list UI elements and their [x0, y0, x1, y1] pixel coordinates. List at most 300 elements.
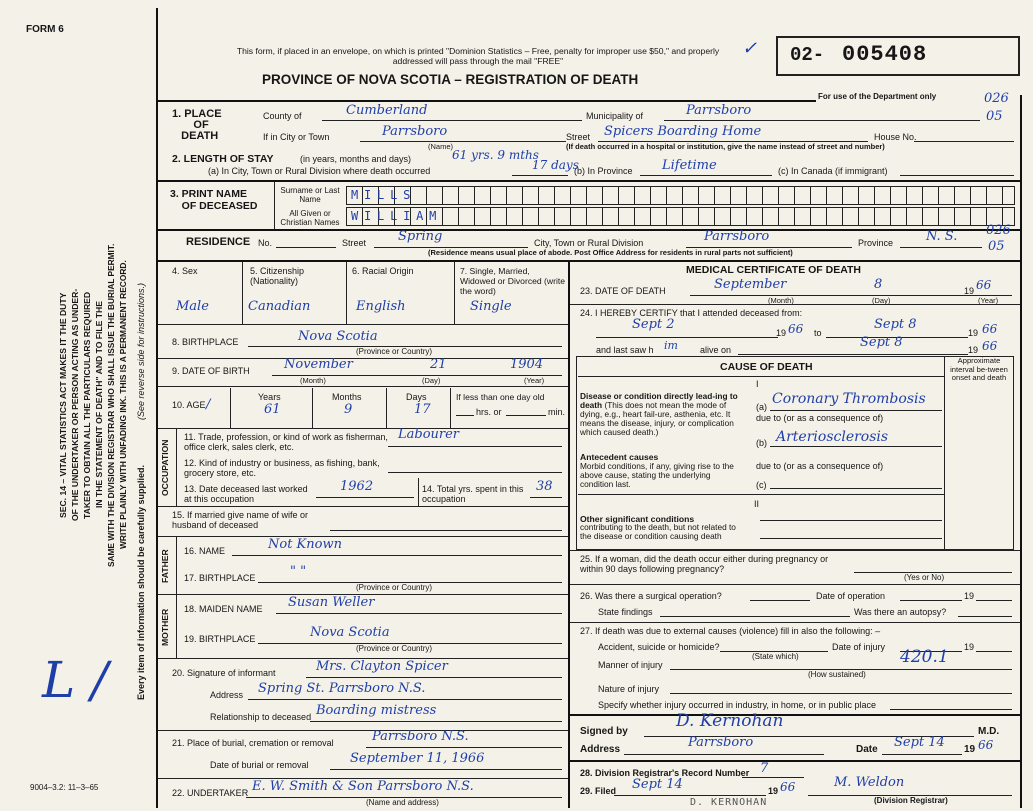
grid-cell	[987, 187, 1003, 204]
margin-mark: L /	[42, 651, 108, 709]
doctor-stamp: D. KERNOHAN	[690, 797, 768, 808]
age-label: 10. AGE	[172, 400, 206, 410]
father-divider	[176, 536, 177, 594]
interval-divider	[944, 356, 945, 550]
specify-line	[890, 709, 1012, 710]
father-name-value: Not Known	[268, 537, 342, 552]
grid-cell	[827, 187, 843, 204]
accident-label: Accident, suicide or homicide?	[598, 642, 720, 652]
filed-value: Sept 14	[632, 777, 683, 792]
dod-month-caption: (Month)	[768, 296, 794, 305]
hrs-line	[456, 415, 474, 416]
burial-date-line	[330, 769, 562, 770]
alive-on-label: alive on	[700, 345, 732, 355]
dod-day-value: 8	[874, 277, 883, 292]
house-line	[914, 141, 1014, 142]
signer-address-value: Parrsboro	[688, 735, 754, 750]
yes-no-caption: (Yes or No)	[904, 573, 945, 582]
sex-value: Male	[176, 299, 209, 314]
antecedent-sub: Morbid conditions, if any, giving rise to the above cause, stating the underlying condition last.	[580, 461, 734, 489]
grid-cell	[667, 208, 683, 225]
form-number: FORM 6	[26, 24, 64, 35]
father-birthplace-caption: (Province or Country)	[356, 583, 433, 592]
age-mark: /	[206, 397, 211, 412]
stay-a-line	[512, 175, 568, 176]
attend-from-line	[596, 337, 778, 338]
header-rule	[156, 100, 816, 102]
municipality-label: Municipality of	[586, 111, 644, 121]
dob-month-caption: (Month)	[300, 376, 326, 385]
grid-cell	[747, 208, 763, 225]
due-to-a: due to (or as a consequence of)	[756, 413, 884, 423]
informant-address-line	[248, 699, 562, 700]
grid-cell	[523, 208, 539, 225]
stay-c-label: (c) In Canada (if immigrant)	[778, 166, 888, 176]
row-rule	[570, 304, 1020, 305]
months-label: Months	[332, 392, 362, 402]
operation-date-label: Date of operation	[816, 591, 886, 601]
stay-province-value: Lifetime	[662, 158, 717, 173]
col-divider	[450, 388, 451, 428]
burial-label: 21. Place of burial, cremation or removal	[172, 738, 334, 748]
col-divider	[242, 262, 243, 324]
dept-code-1: 026	[984, 91, 1009, 106]
last-saw-line	[738, 354, 968, 355]
occupation-divider	[176, 428, 177, 506]
row-rule	[570, 622, 1020, 623]
cause-part-one: I	[756, 379, 759, 389]
mother-birthplace-value: Nova Scotia	[310, 625, 390, 640]
side-instruction-7: Every item of information should be carefully supplied.	[136, 464, 146, 700]
total-years-label: 14. Total yrs. spent in this occupation	[422, 484, 524, 504]
sign-date-value: Sept 14	[894, 735, 945, 750]
attend-from-year-prefix: 19	[776, 328, 787, 338]
grid-cell	[603, 187, 619, 204]
months-value: 9	[344, 402, 353, 417]
grid-cell	[491, 208, 507, 225]
informant-address-label: Address	[210, 690, 244, 700]
stay-days-value: 17 days	[532, 158, 579, 172]
dob-day-caption: (Day)	[422, 376, 441, 385]
stay-city-value: 61 yrs. 9 mths	[452, 148, 539, 162]
city-value: Parrsboro	[382, 124, 448, 139]
cause-b-label: (b)	[756, 438, 767, 448]
maiden-name-value: Susan Weller	[288, 595, 375, 610]
cause-part-rule	[578, 494, 944, 495]
col-divider	[418, 478, 419, 506]
grid-cell	[459, 187, 475, 204]
registration-number-box	[776, 36, 1020, 76]
autopsy-line	[958, 616, 1012, 617]
last-worked-label: 13. Date deceased last worked at this occupation	[184, 484, 308, 504]
attend-to-year: 66	[982, 322, 998, 336]
grid-cell	[491, 187, 507, 204]
grid-cell	[779, 208, 795, 225]
side-instruction-3: TAKER TO OBTAIN ALL THE PARTICULARS REQUIRED	[82, 291, 92, 519]
municipality-value: Parrsboro	[686, 103, 752, 118]
attend-to-year-prefix: 19	[968, 328, 979, 338]
dob-label: 9. DATE OF BIRTH	[172, 366, 250, 376]
undertaker-value: E. W. Smith & Son Parrsboro N.S.	[252, 779, 474, 794]
trade-line	[388, 446, 562, 447]
grid-cell	[443, 187, 459, 204]
grid-cell	[651, 208, 667, 225]
total-years-line	[530, 497, 562, 498]
grid-cell	[651, 187, 667, 204]
relationship-label: Relationship to deceased	[210, 712, 312, 722]
marital-value: Single	[470, 299, 512, 314]
given-grid	[346, 207, 1015, 226]
grid-cell	[891, 208, 907, 225]
undertaker-label: 22. UNDERTAKER	[172, 788, 249, 798]
grid-cell	[523, 187, 539, 204]
racial-value: English	[356, 299, 406, 314]
occupation-side-label: OCCUPATION	[160, 439, 170, 497]
grid-cell	[507, 187, 523, 204]
county-line	[322, 120, 582, 121]
years-label: Years	[258, 392, 281, 402]
grid-cell	[603, 208, 619, 225]
signed-by-label: Signed by	[580, 726, 628, 737]
residence-note: (Residence means usual place of abode. Post Office Address for residents in rural parts not sufficient)	[428, 248, 793, 257]
informant-address-value: Spring St. Parrsboro N.S.	[258, 681, 426, 696]
mother-side-label: MOTHER	[160, 608, 170, 646]
last-saw-label: and last saw h	[596, 345, 654, 355]
other-label: Other significant conditions	[580, 514, 695, 524]
certify-label: 24. I HEREBY CERTIFY that I attended deceased from:	[580, 308, 803, 318]
row-rule	[158, 358, 568, 359]
due-to-b: due to (or as a consequence of)	[756, 461, 884, 471]
mother-birthplace-caption: (Province or Country)	[356, 644, 433, 653]
dob-year-caption: (Year)	[524, 376, 545, 385]
dob-year-value: 1904	[510, 357, 544, 372]
interval-label: Approximate interval be-tween onset and death	[950, 356, 1008, 383]
signer-address-line	[624, 754, 824, 755]
attend-from-value: Sept 2	[632, 317, 675, 332]
filed-label: 29. Filed	[580, 786, 617, 796]
street-value: Spicers Boarding Home	[604, 124, 762, 139]
frame-left-rule	[156, 8, 158, 808]
total-years-value: 38	[536, 479, 553, 494]
side-instruction-2: OF THE UNDERTAKER OR PERSON ACTING AS UNDER-	[70, 288, 80, 522]
side-instruction-5: SAME WITH THE DIVISION REGISTRAR WHO SHALL ISSUE THE BURIAL PERMIT.	[106, 243, 116, 567]
col-divider	[230, 388, 231, 428]
trade-label: 11. Trade, profession, or kind of work as fisherman, office clerk, sales clerk, etc.	[184, 432, 388, 452]
grid-cell	[939, 208, 955, 225]
reg-prefix: 02-	[790, 44, 825, 66]
row-rule	[158, 324, 568, 325]
grid-cell	[475, 208, 491, 225]
col-divider	[346, 262, 347, 324]
cause-a-line	[770, 410, 942, 411]
how-sustained-caption: (How sustained)	[808, 670, 866, 679]
grid-cell	[571, 187, 587, 204]
external-code: 420.1	[900, 647, 949, 667]
surname-label: Surname or Last Name	[280, 186, 340, 204]
cause-a-value: Coronary Thrombosis	[772, 391, 926, 407]
row-rule	[158, 428, 568, 429]
last-saw-pronoun: im	[664, 339, 678, 352]
side-instruction-8: (See reverse side for instructions.)	[136, 282, 146, 420]
father-birthplace-value: " "	[290, 564, 307, 579]
last-saw-year: 66	[982, 339, 998, 353]
birthplace-label: 8. BIRTHPLACE	[172, 337, 239, 347]
reg-number: 005408	[842, 42, 928, 67]
row-rule	[570, 550, 1020, 551]
residence-city-value: Parrsboro	[704, 229, 770, 244]
min-label: min.	[548, 407, 566, 417]
informant-sig-line	[306, 677, 562, 678]
operation-year-line	[976, 600, 1012, 601]
grid-cell	[555, 208, 571, 225]
grid-cell	[587, 187, 603, 204]
form-title: PROVINCE OF NOVA SCOTIA – REGISTRATION OF DEATH	[262, 72, 639, 87]
birthplace-value: Nova Scotia	[298, 329, 378, 344]
specify-label: Specify whether injury occurred in industry, in home, or in public place	[598, 700, 876, 710]
dob-month-value: November	[284, 357, 353, 372]
filed-year-value: 66	[780, 780, 796, 794]
given-value: WILLIAM	[351, 209, 443, 223]
citizenship-value: Canadian	[248, 299, 311, 314]
grid-cell	[475, 187, 491, 204]
municipality-line	[664, 120, 980, 121]
record-number-line	[742, 777, 804, 778]
grid-cell	[699, 208, 715, 225]
stay-b-label: (b) In Province	[574, 166, 633, 176]
section-rule-2	[156, 229, 1020, 231]
dept-use-label: For use of the Department only	[818, 92, 937, 101]
row-rule	[158, 386, 568, 387]
residence-label: RESIDENCE	[186, 236, 251, 248]
street-label: Street	[566, 132, 591, 142]
place-label: 1. PLACE OF DEATH	[172, 108, 222, 142]
last-saw-value: Sept 8	[860, 335, 903, 350]
check-mark: ✓	[742, 38, 758, 59]
side-instruction-4: IN THE STATEMENT OF DEATH" AND TO FILE THE	[94, 301, 104, 509]
stay-b-line	[640, 175, 772, 176]
grid-cell	[731, 208, 747, 225]
last-worked-line	[316, 497, 414, 498]
grid-cell	[555, 187, 571, 204]
grid-cell	[699, 187, 715, 204]
dod-label: 23. DATE OF DEATH	[580, 286, 666, 296]
grid-cell	[859, 187, 875, 204]
trade-value: Labourer	[398, 427, 460, 442]
grid-cell	[939, 187, 955, 204]
mail-notice: This form, if placed in an envelope, on which is printed "Dominion Statistics – Free, penalty for improper use $50," and properly addressed will pass through the mail "FREE"	[236, 46, 720, 66]
days-value: 17	[414, 402, 431, 417]
hrs-label: hrs. or	[476, 407, 502, 417]
grid-cell	[875, 187, 891, 204]
woman-label: 25. If a woman, did the death occur either during pregnancy or within 90 days following pregnancy?	[580, 554, 829, 574]
informant-sig-value: Mrs. Clayton Spicer	[316, 659, 448, 674]
grid-cell	[459, 208, 475, 225]
dob-day-value: 21	[430, 357, 447, 372]
father-name-line	[232, 555, 562, 556]
grid-cell	[587, 208, 603, 225]
cause-part-two: II	[754, 499, 760, 509]
grid-cell	[827, 208, 843, 225]
side-instruction-6: WRITE PLAINLY WITH UNFADING INK. THIS IS A PERMANENT RECORD.	[118, 260, 128, 550]
nature-line	[670, 693, 1012, 694]
cause-b-line	[770, 446, 942, 447]
grid-cell	[795, 208, 811, 225]
dod-day-caption: (Day)	[872, 296, 891, 305]
father-name-label: 16. NAME	[184, 546, 226, 556]
row-rule	[158, 506, 568, 507]
signer-address-label: Address	[580, 744, 621, 755]
center-divider	[568, 262, 570, 808]
sign-date-label: Date	[856, 744, 878, 755]
mother-divider	[176, 594, 177, 658]
grid-cell	[635, 187, 651, 204]
md-label: M.D.	[978, 726, 1000, 737]
grid-cell	[635, 208, 651, 225]
industry-label: 12. Kind of industry or business, as fishing, bank, grocery store, etc.	[184, 458, 380, 478]
external-label: 27. If death was due to external causes (violence) fill in also the following: –	[580, 626, 881, 636]
dod-year-value: 66	[976, 278, 992, 292]
grid-cell	[443, 208, 459, 225]
row-rule	[570, 584, 1020, 585]
other-sub: contributing to the death, but not related to the disease or condition causing death	[580, 522, 736, 541]
residence-province-value: N. S.	[926, 229, 958, 244]
findings-line	[660, 616, 850, 617]
filed-line	[614, 795, 766, 796]
filed-year-prefix: 19	[768, 786, 779, 796]
registrar-value: M. Weldon	[834, 775, 905, 790]
record-number-label: 28. Division Registrar's Record Number	[580, 768, 750, 778]
dod-year-caption: (Year)	[978, 296, 999, 305]
grid-cell	[619, 187, 635, 204]
grid-cell	[683, 187, 699, 204]
surgery-label: 26. Was there a surgical operation?	[580, 591, 722, 601]
cause-a-label: (a)	[756, 402, 767, 412]
other-line-1	[760, 520, 942, 521]
residence-code-2: 05	[988, 239, 1005, 254]
residence-code-1: 026	[986, 223, 1011, 238]
maiden-name-line	[276, 613, 562, 614]
sign-year-value: 66	[978, 738, 994, 752]
cause-b-value: Arteriosclerosis	[776, 429, 889, 445]
grid-cell	[843, 208, 859, 225]
residence-no-label: No.	[258, 238, 273, 248]
relationship-line	[310, 721, 562, 722]
state-which-caption: (State which)	[752, 652, 799, 661]
side-instruction-1: SEC. 14 – VITAL STATISTICS ACT MAKES IT THE DUTY	[58, 292, 68, 518]
section-rule-4	[570, 714, 1020, 716]
nature-label: Nature of injury	[598, 684, 660, 694]
grid-cell	[971, 187, 987, 204]
residence-province-label: Province	[858, 238, 894, 248]
residence-street-value: Spring	[398, 229, 443, 244]
residence-street-label: Street	[342, 238, 367, 248]
grid-cell	[923, 187, 939, 204]
disease-label: Disease or condition directly lead-ing to death (This does not mean the mode of dying, e.g., heart fail-ure, asthenia, etc. It means the disease, injury, or complication which caused death.)	[580, 391, 738, 437]
grid-cell	[843, 187, 859, 204]
sign-date-line	[882, 754, 962, 755]
maiden-name-label: 18. MAIDEN NAME	[184, 604, 263, 614]
stay-label: 2. LENGTH OF STAY	[172, 153, 274, 165]
surgery-line	[750, 600, 810, 601]
grid-cell	[667, 187, 683, 204]
stay-c-line	[900, 175, 1014, 176]
burial-line	[366, 747, 562, 748]
attend-to-value: Sept 8	[874, 317, 917, 332]
sign-year-prefix: 19	[964, 744, 976, 755]
registrar-caption: (Division Registrar)	[874, 796, 948, 805]
racial-label: 6. Racial Origin	[352, 266, 414, 276]
house-label: House No.	[874, 132, 917, 142]
autopsy-label: Was there an autopsy?	[854, 607, 947, 617]
city-line	[360, 141, 566, 142]
injury-year-line	[976, 651, 1012, 652]
last-worked-value: 1962	[340, 479, 374, 494]
operation-year-prefix: 19	[964, 591, 975, 601]
last-saw-year-prefix: 19	[968, 345, 979, 355]
informant-sig-label: 20. Signature of informant	[172, 668, 276, 678]
citizenship-label: 5. Citizenship (Nationality)	[250, 266, 305, 286]
frame-right-rule	[1020, 95, 1022, 808]
dod-month-value: September	[714, 277, 787, 292]
birthplace-caption: (Province or Country)	[356, 347, 433, 356]
father-birthplace-label: 17. BIRTHPLACE	[184, 573, 256, 583]
city-label: If in City or Town	[263, 132, 330, 142]
antecedent-label: Antecedent causes	[580, 452, 659, 462]
other-line-2	[760, 538, 942, 539]
grid-cell	[971, 208, 987, 225]
grid-cell	[875, 208, 891, 225]
sex-label: 4. Sex	[172, 266, 198, 276]
grid-cell	[427, 187, 443, 204]
grid-cell	[619, 208, 635, 225]
mother-birthplace-label: 19. BIRTHPLACE	[184, 634, 256, 644]
findings-label: State findings	[598, 607, 653, 617]
min-line	[506, 415, 546, 416]
grid-cell	[923, 208, 939, 225]
grid-cell	[715, 208, 731, 225]
section-rule-3	[156, 260, 1020, 262]
industry-line	[388, 472, 562, 473]
grid-cell	[763, 187, 779, 204]
row-rule	[158, 536, 568, 537]
spouse-label: 15. If married give name of wife or husband of deceased	[172, 510, 309, 530]
cause-header: CAUSE OF DEATH	[720, 361, 813, 373]
grid-cell	[955, 208, 971, 225]
days-label: Days	[406, 392, 427, 402]
given-label: All Given or Christian Names	[280, 209, 340, 227]
residence-city-label: City, Town or Rural Division	[534, 238, 644, 248]
cause-header-rule	[578, 376, 944, 377]
grid-cell	[731, 187, 747, 204]
injury-year-prefix: 19	[964, 642, 975, 652]
grid-cell	[747, 187, 763, 204]
stay-a-label: (a) In City, Town or Rural Division where death occurred	[208, 166, 431, 176]
col-divider	[454, 262, 455, 324]
grid-cell	[811, 208, 827, 225]
burial-place-value: Parrsboro N.S.	[372, 729, 469, 744]
medical-header: MEDICAL CERTIFICATE OF DEATH	[686, 264, 861, 276]
county-label: County of	[263, 111, 302, 121]
residence-no-line	[276, 247, 336, 248]
burial-date-label: Date of burial or removal	[210, 760, 309, 770]
place-note: (If death occurred in a hospital or institution, give the name instead of street and number)	[566, 142, 885, 151]
grid-cell	[571, 208, 587, 225]
col-divider	[386, 388, 387, 428]
less-than-day-label: If less than one day old	[456, 392, 545, 402]
row-rule	[158, 730, 568, 731]
record-number-value: 7	[760, 761, 769, 776]
footer-code: 9004–3.2: 11–3–65	[30, 783, 99, 792]
